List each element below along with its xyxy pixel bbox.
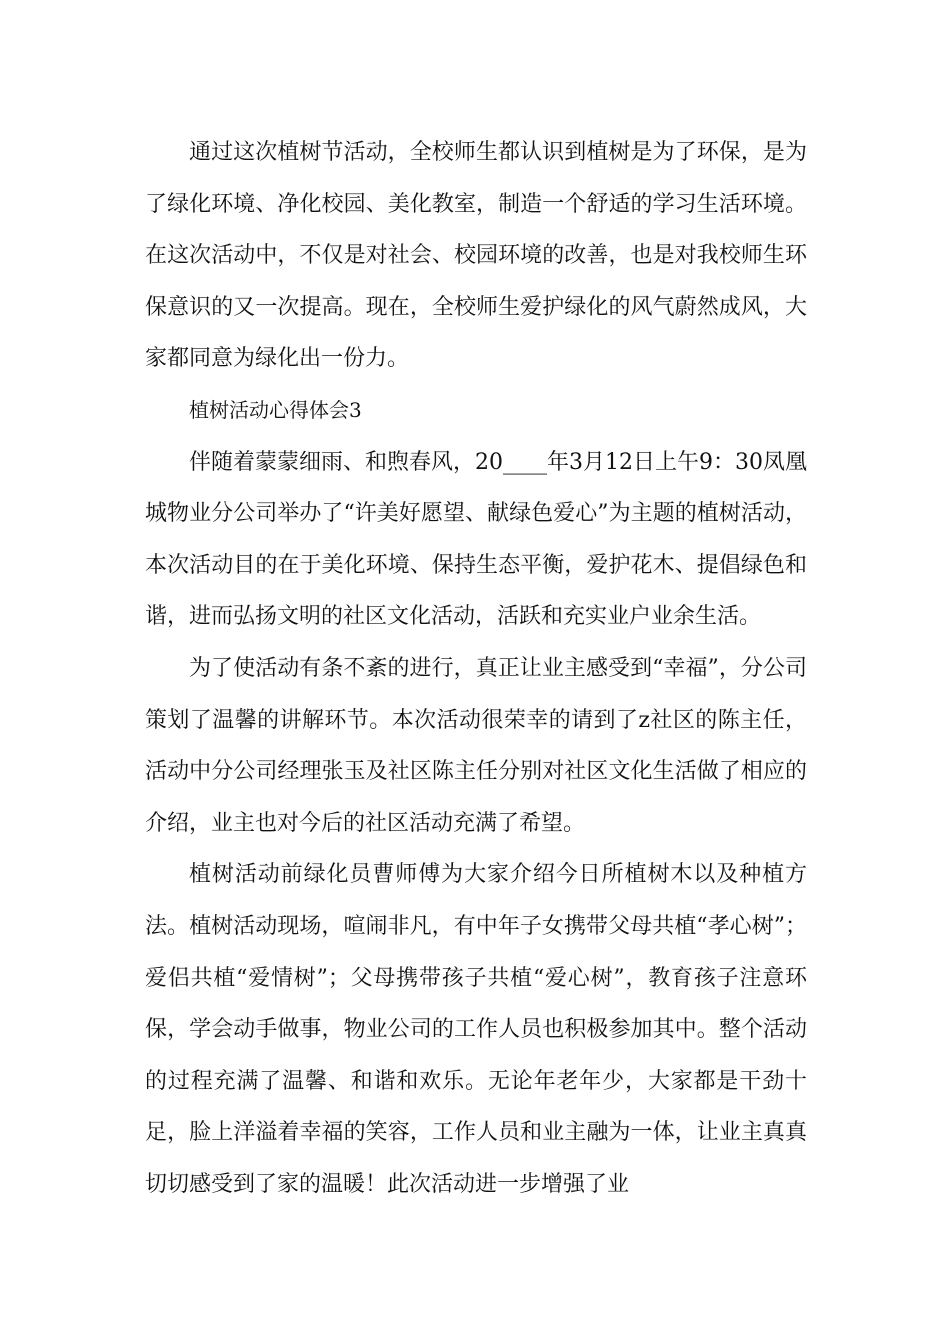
paragraph-event-intro: 伴随着蒙蒙细雨、和煦春风，20____年3月12日上午9：30凤凰城物业分公司举办了“许美好愿望、献绿色爱心”为主题的植树活动，本次活动目的在于美化环境、保持生态平衡，爱护花木、提倡绿色和谐，进而弘扬文明的社区文化活动，活跃和充实业户业余生活。 — [145, 449, 807, 630]
paragraph-event-scene: 植树活动前绿化员曹师傅为大家介绍今日所植树木以及种植方法。植树活动现场，喧闹非凡，有中年子女携带父母共植“孝心树”；爱侣共植“爱情树”；父母携带孩子共植“爱心树”，教育孩子注意环保，学会动手做事，物业公司的工作人员也积极参加其中。整个活动的过程充满了温馨、和谐和欢乐。无论年老年少，大家都是干劲十足，脸上洋溢着幸福的笑容，工作人员和业主融为一体，让业主真真切切感受到了家的温暖！此次活动进一步增强了业 — [145, 862, 807, 1197]
section-heading: 植树活动心得体会3 — [189, 397, 362, 422]
paragraph-school-tree-planting: 通过这次植树节活动，全校师生都认识到植树是为了环保，是为了绿化环境、净化校园、美化教室，制造一个舒适的学习生活环境。在这次活动中，不仅是对社会、校园环境的改善，也是对我校师生环保意识的又一次提高。现在，全校师生爱护绿化的风气蔚然成风，大家都同意为绿化出一份力。 — [145, 140, 807, 372]
document-body — [145, 127, 807, 1210]
paragraph-event-explanation: 为了使活动有条不紊的进行，真正让业主感受到“幸福”，分公司策划了温馨的讲解环节。本次活动很荣幸的请到了z社区的陈主任，活动中分公司经理张玉及社区陈主任分别对社区文化生活做了相应的介绍，业主也对今后的社区活动充满了希望。 — [145, 655, 807, 836]
